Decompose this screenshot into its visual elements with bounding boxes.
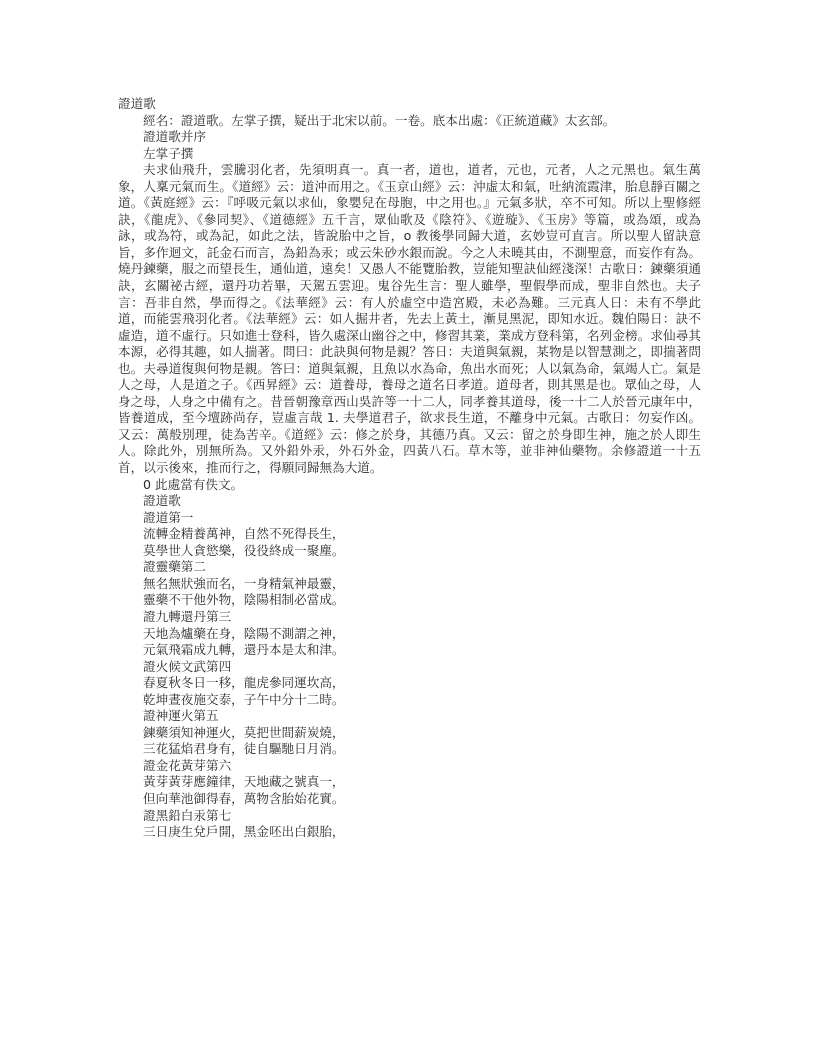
verse-line: 乾坤晝夜施交泰，子午中分十二時。 — [143, 691, 345, 707]
poem-section-2 — [118, 559, 701, 609]
verse-title: 證靈藥第二 — [143, 559, 206, 575]
verse-line: 靈藥不干他外物，陰陽相制必當成。 — [143, 592, 345, 608]
document-body — [118, 96, 701, 841]
verse-line: 流轉金精養萬神，自然不死得長生， — [143, 526, 345, 542]
lacuna-note: 0 此處當有佚文。 — [143, 476, 244, 492]
verse-line: 鍊藥須知神運火，莫把世間薪炭燒， — [143, 724, 345, 740]
verse-line: 但向華池御得春，萬物含胎始花實。 — [143, 790, 345, 806]
verse-line: 無名無狀強而名，一身精氣神最靈， — [143, 575, 345, 591]
preface-paragraph: 夫求仙飛升，雲騰羽化者，先須明真一。真一者，道也，道者，元也，元者，人之元黑也。氣生萬象，人稟元氣而生。《道經》云：道沖而用之。《玉京山經》云：沖虛太和氣，吐納流霞津，胎息靜百關之道。《黃庭經》云：『呼吸元氣以求仙，象嬰兒在母胞，中之用也。』元氣多狀，卒不可知。所以上聖修經訣，《龍虎》、《參同契》、《道德經》五千言，眾仙歌及《陰符》、《遊璇》、《玉房》等篇，或為頌，或為詠，或為符，或為記，如此之法，皆說胎中之旨，o 教後學同歸大道，玄妙豈可直言。所以聖人留訣意旨，多作迴文，託金石而言，為鉛為汞；或云朱砂水銀而說。今之人未曉其由，不測聖意，而妄作有為。燒丹鍊藥，服之而望長生，通仙道，遠矣！又愚人不能覽胎教，豈能知聖訣仙經淺深！古歌日：鍊藥須通訣，玄關祕古經，還丹功若畢，天駕五雲迎。鬼谷先生言：聖人雖學，聖假學而成，聖非自然也。夫子言：吾非自然，學而得之。《法華經》云：有人於虛空中造宮殿，未必為難。三元真人日：未有不學此道，而能雲飛羽化者。《法華經》云：如人掘井者，先去上黃土，漸見黑泥，即知水近。魏伯陽日：訣不虛造，道不虛行。只如進士登科，皆久處深山幽谷之中，修習其業，業成方登科第，名列金榜。求仙尋其本源，必得其趣，如人揣著。問曰：此訣與何物是親？答日：夫道與氣親，某物是以智慧測之，即揣著問也。夫尋道復與何物是親。答曰：道與氣親，且魚以水為命，魚出水而死；人以氣為命，氣竭人亡。氣是人之母，人是道之子。《西昇經》云：道養母，養母之道名日孝道。道母者，則其黑是也。眾仙之母，人身之母，人身之中備有之。昔晉朝豫章西山吳許等一十二人，同孝養其道母，後一十二人於晉元康年中，皆養道成，至今壇跡尚存，豈虛言哉 1. 夫學道君子，欲求長生道，不離身中元氣。古歌日：勿妄作凶。又云：萬般別理，徒為苦辛。《道經》云：修之於身，其德乃真。又云：留之於身即生神，施之於人即生人。除此外，別無所為。又外鉛外汞，外石外金，四黃八石。草木等，並非神仙藥物。余修證道一十五首，以示後來，推而行之，得願同歸無為大道。 — [118, 162, 701, 476]
verse-title: 證黑鉛白汞第七 — [143, 807, 232, 823]
document-subtitle: 證道歌并序 — [143, 129, 206, 145]
poem-section-7 — [118, 808, 701, 841]
poem-section-4 — [118, 659, 701, 709]
document-author: 左掌子撰 — [143, 145, 194, 161]
document-title: 證道歌 — [118, 96, 156, 111]
verse-line: 春夏秋冬日一移，龍虎參同運坎高， — [143, 675, 345, 691]
verse-line: 天地為爐藥在身，陰陽不測謂之神， — [143, 625, 345, 641]
verse-line: 黃芽黃芽應鐘律，天地藏之號真一， — [143, 774, 345, 790]
verse-title: 證道第一 — [143, 509, 194, 525]
verse-line: 三日庚生兌戶開，黑金呸出白銀胎， — [143, 824, 345, 840]
poem-section-5 — [118, 708, 701, 758]
verse-line: 元氣飛霜成九轉，還丹本是太和津。 — [143, 642, 345, 658]
verse-line: 莫學世人貪慾樂，役役終成一聚塵。 — [143, 542, 345, 558]
verse-line: 三花猛焰君身有，徒自驅馳日月消。 — [143, 741, 345, 757]
verse-title: 證金花黃芽第六 — [143, 757, 232, 773]
poem-heading: 證道歌 — [143, 493, 181, 509]
verse-title: 證神運火第五 — [143, 708, 219, 724]
verse-title: 證火候文武第四 — [143, 658, 232, 674]
poem-section-6 — [118, 758, 701, 808]
poem-section-1 — [118, 510, 701, 560]
poem-section-3 — [118, 609, 701, 659]
verse-title: 證九轉還丹第三 — [143, 608, 232, 624]
poem-sections — [118, 510, 701, 841]
colophon-line: 經名：證道歌。左掌子撰，疑出于北宋以前。一卷。底本出處：《正統道藏》太玄部。 — [143, 112, 616, 128]
